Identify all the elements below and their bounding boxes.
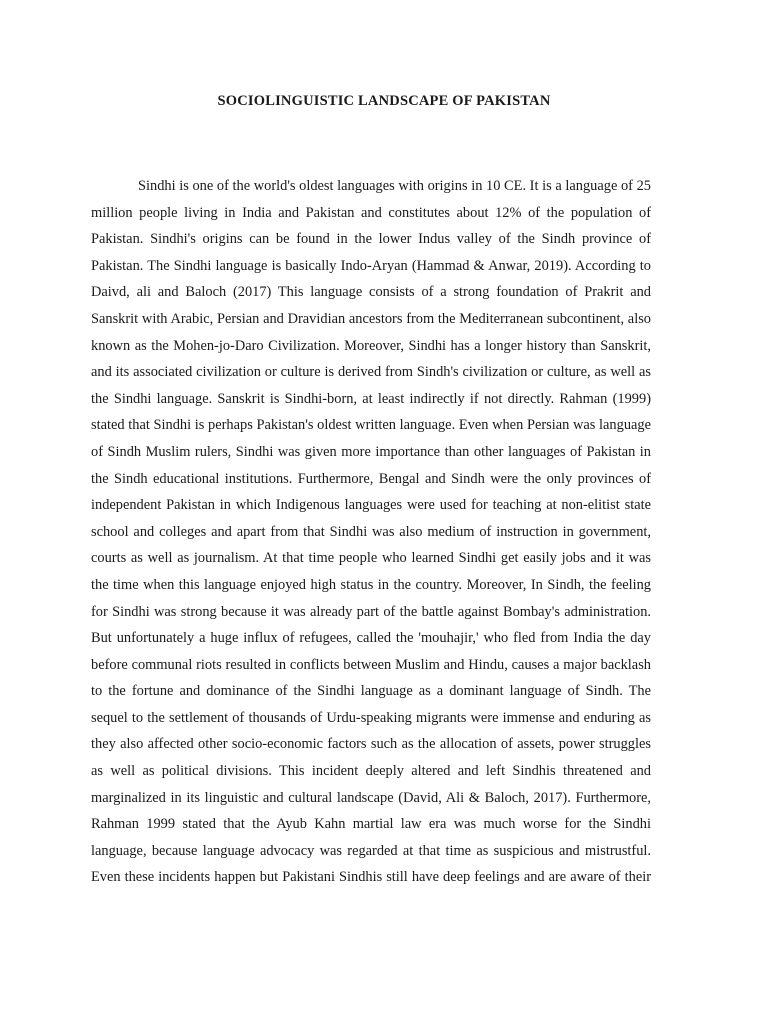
paragraph-line: for Sindhi was strong because it was already part of the battle against Bombay's administration. [91,603,651,620]
paragraph-line: Pakistan. The Sindhi language is basically Indo-Aryan (Hammad & Anwar, 2019). According to [91,257,651,274]
paragraph-line: known as the Mohen-jo-Daro Civilization. Moreover, Sindhi has a longer history than Sanskrit, [91,337,651,354]
paragraph-line: before communal riots resulted in conflicts between Muslim and Hindu, causes a major backlash [91,656,651,673]
paragraph-line: the Sindh educational institutions. Furthermore, Bengal and Sindh were the only provinces of [91,470,651,487]
paragraph-line: the time when this language enjoyed high status in the country. Moreover, In Sindh, the feeling [91,576,651,593]
paragraph-line: million people living in India and Pakistan and constitutes about 12% of the population of [91,204,651,221]
paragraph-line: Sindhi is one of the world's oldest languages with origins in 10 CE. It is a language of 25 [138,178,651,194]
paragraph-line: Rahman 1999 stated that the Ayub Kahn martial law era was much worse for the Sindhi [91,816,651,833]
paragraph-line: Sanskrit with Arabic, Persian and Dravidian ancestors from the Mediterranean subcontinent, also [91,310,651,327]
paragraph-line: marginalized in its linguistic and cultural landscape (David, Ali & Baloch, 2017). Furthermore, [91,789,651,806]
paragraph-line: of Sindh Muslim rulers, Sindhi was given more importance than other languages of Pakistan in [91,443,651,460]
paragraph-line: to the fortune and dominance of the Sindhi language as a dominant language of Sindh. The [91,683,651,700]
paragraph-line: Even these incidents happen but Pakistani Sindhis still have deep feelings and are aware of their [91,869,651,886]
paragraph-line: But unfortunately a huge influx of refugees, called the 'mouhajir,' who fled from India the day [91,630,651,647]
paragraph-line: Pakistan. Sindhi's origins can be found in the lower Indus valley of the Sindh province of [91,231,651,248]
body-paragraph [91,173,651,891]
document-title: SOCIOLINGUISTIC LANDSCAPE OF PAKISTAN [217,93,551,109]
paragraph-line: school and colleges and apart from that Sindhi was also medium of instruction in government, [91,523,651,540]
paragraph-line: Daivd, ali and Baloch (2017) This language consists of a strong foundation of Prakrit and [91,284,651,301]
paragraph-line: the Sindhi language. Sanskrit is Sindhi-born, at least indirectly if not directly. Rahman (1999) [91,390,651,407]
paragraph-line: language, because language advocacy was regarded at that time as suspicious and mistrustful. [91,842,651,859]
paragraph-line: independent Pakistan in which Indigenous languages were used for teaching at non-elitist state [91,497,651,514]
paragraph-line: and its associated civilization or culture is derived from Sindh's civilization or culture, as well as [91,364,651,381]
paragraph-line: as well as political divisions. This incident deeply altered and left Sindhis threatened and [91,763,651,780]
paragraph-line: sequel to the settlement of thousands of Urdu-speaking migrants were immense and enduring as [91,709,651,726]
paragraph-line: stated that Sindhi is perhaps Pakistan's oldest written language. Even when Persian was language [91,417,651,434]
paragraph-line: they also affected other socio-economic factors such as the allocation of assets, power struggles [91,736,651,753]
paragraph-line: courts as well as journalism. At that time people who learned Sindhi get easily jobs and it was [91,550,651,567]
